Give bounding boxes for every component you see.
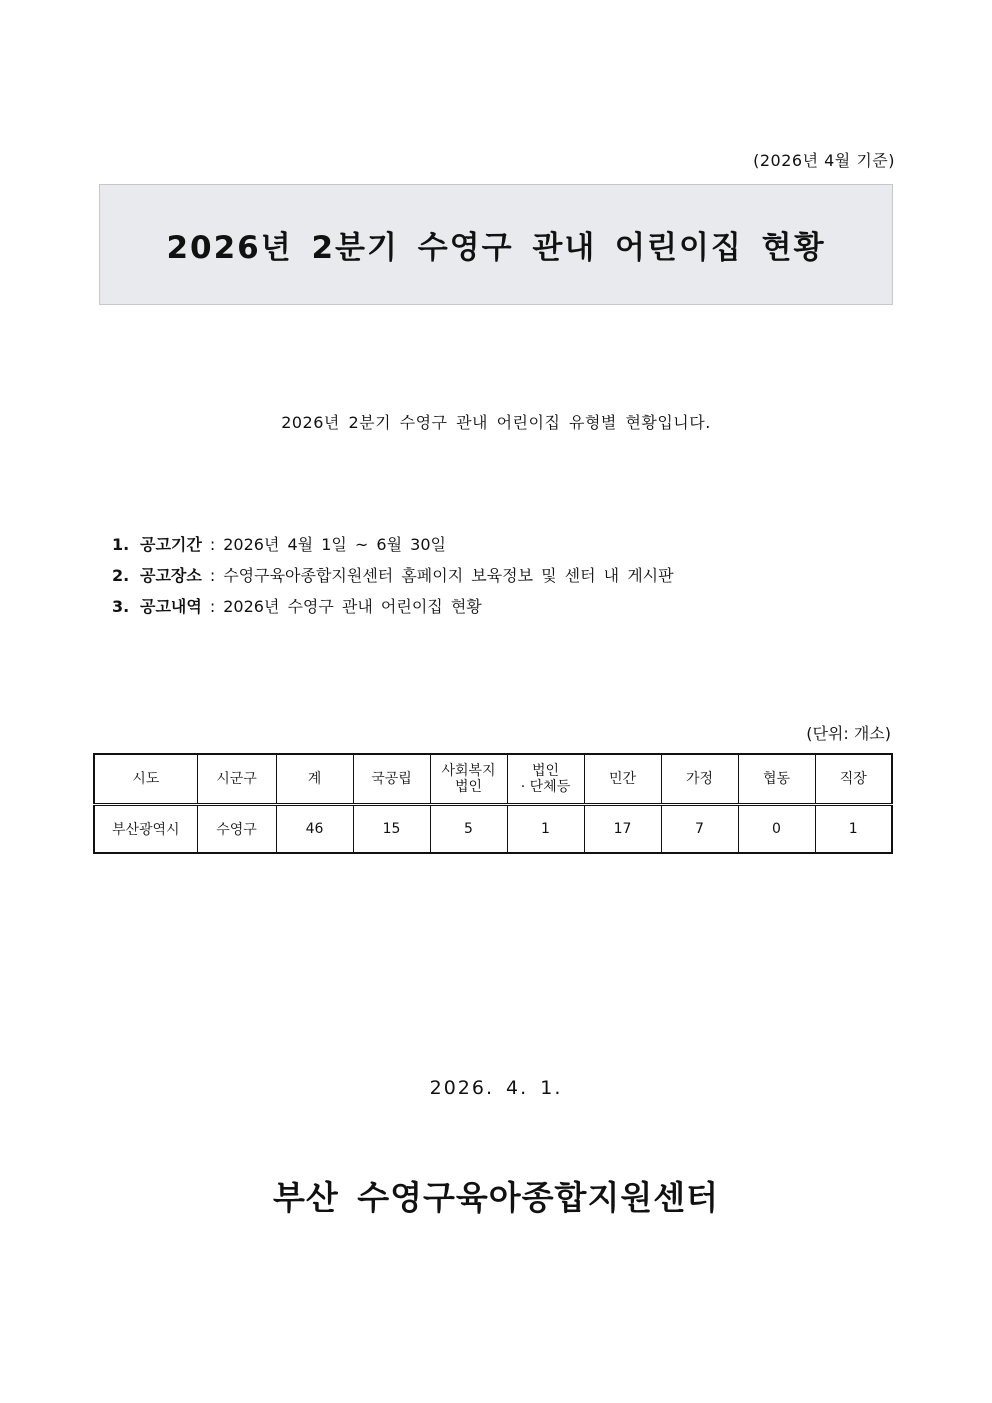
notice-date: 2026. 4. 1. <box>429 1077 563 1099</box>
header-private <box>584 754 661 805</box>
header-label: 법인 <box>531 763 560 779</box>
cell-corporation: 1 <box>507 805 584 854</box>
cell-social-welfare: 5 <box>430 805 507 854</box>
cell-workplace: 1 <box>815 805 892 854</box>
header-label: 사회복지 <box>441 763 496 779</box>
header-sido <box>94 754 197 805</box>
notice-list <box>112 533 892 626</box>
header-label-line2: · 단체등 <box>520 779 571 795</box>
header-label: 시도 <box>132 771 160 787</box>
title-box <box>99 184 893 305</box>
notice-separator: : <box>209 535 216 554</box>
table-unit: (단위: 개소) <box>806 724 891 743</box>
notice-number: 2. <box>112 566 130 585</box>
notice-number: 1. <box>112 535 130 554</box>
notice-item-place <box>112 564 892 595</box>
header-label: 계 <box>307 771 322 787</box>
header-label: 협동 <box>762 771 791 787</box>
cell-cooperative: 0 <box>738 805 815 854</box>
notice-value: 수영구육아종합지원센터 홈페이지 보육정보 및 센터 내 게시판 <box>223 566 674 585</box>
cell-sigungu: 수영구 <box>197 805 276 854</box>
header-workplace <box>815 754 892 805</box>
page-title: 2026년 2분기 수영구 관내 어린이집 현황 <box>166 230 826 266</box>
header-public <box>353 754 430 805</box>
intro-text: 2026년 2분기 수영구 관내 어린이집 유형별 현황입니다. <box>281 413 711 432</box>
header-label: 직장 <box>839 771 867 787</box>
header-label: 민간 <box>608 771 637 787</box>
notice-separator: : <box>209 566 216 585</box>
daycare-stats-table <box>93 753 893 854</box>
cell-total: 46 <box>276 805 353 854</box>
cell-sido: 부산광역시 <box>94 805 197 854</box>
notice-value: 2026년 4월 1일 ~ 6월 30일 <box>223 535 446 554</box>
notice-value: 2026년 수영구 관내 어린이집 현황 <box>223 597 482 616</box>
header-label: 가정 <box>685 771 714 787</box>
header-sigungu <box>197 754 276 805</box>
notice-number: 3. <box>112 597 130 616</box>
header-cooperative <box>738 754 815 805</box>
header-home <box>661 754 738 805</box>
table-header-row <box>94 754 892 805</box>
table-row <box>94 805 892 854</box>
cell-private: 17 <box>584 805 661 854</box>
notice-separator: : <box>209 597 216 616</box>
header-label-line2: 법인 <box>454 779 483 795</box>
header-corporation <box>507 754 584 805</box>
notice-key: 공고기간 <box>140 535 202 554</box>
notice-item-period <box>112 533 892 564</box>
header-label: 국공립 <box>371 771 412 787</box>
notice-key: 공고내역 <box>140 597 202 616</box>
notice-key: 공고장소 <box>140 566 202 585</box>
cell-home: 7 <box>661 805 738 854</box>
organization-name: 부산 수영구육아종합지원센터 <box>273 1178 719 1217</box>
cell-public: 15 <box>353 805 430 854</box>
header-total <box>276 754 353 805</box>
notice-item-content <box>112 595 892 626</box>
header-label: 시군구 <box>216 771 257 787</box>
basis-date: (2026년 4월 기준) <box>753 151 895 170</box>
header-social-welfare <box>430 754 507 805</box>
